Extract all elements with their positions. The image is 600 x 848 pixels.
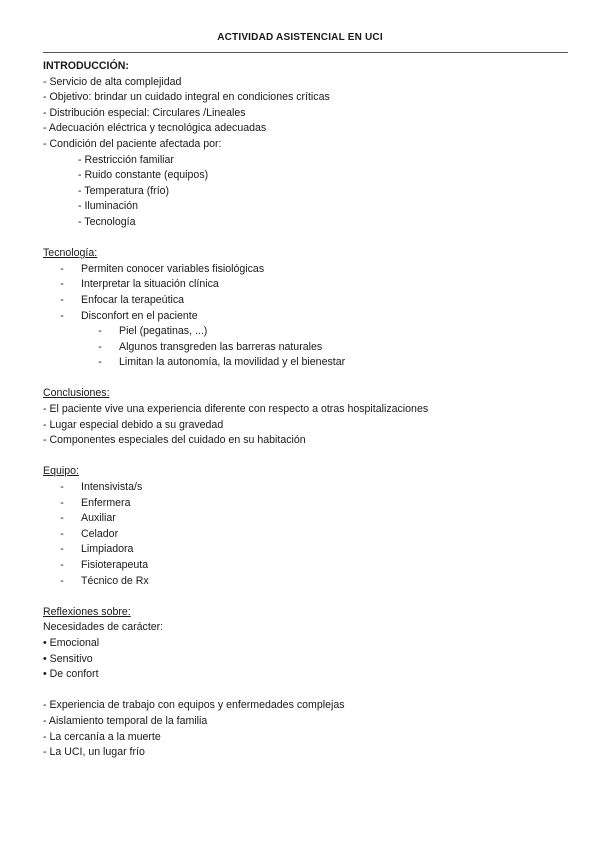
list-item: - Lugar especial debido a su gravedad: [43, 418, 224, 431]
section-conclusiones: [43, 386, 568, 448]
sub-list-item: - Tecnología: [78, 215, 136, 228]
document-title: ACTIVIDAD ASISTENCIAL EN UCI: [217, 32, 383, 43]
list-item: - Auxiliar: [60, 512, 116, 525]
sub-list-item: - Algunos transgreden las barreras naturales: [98, 340, 323, 353]
list-item: - Fisioterapeuta: [60, 559, 149, 571]
section-heading: Equipo:: [43, 465, 79, 478]
section-heading: Reflexiones sobre:: [43, 605, 131, 618]
section-equipo: [43, 464, 568, 589]
section-heading: INTRODUCCIÓN:: [43, 60, 129, 72]
list-item: - Limpiadora: [60, 543, 134, 556]
sub-list-item: - Piel (pegatinas, ...): [98, 325, 208, 338]
list-item: - Celador: [60, 527, 119, 540]
sub-list-item: - Ruido constante (equipos): [78, 169, 209, 182]
list-item: - La UCI, un lugar frío: [43, 746, 145, 759]
paragraph: Necesidades de carácter:: [43, 621, 164, 634]
bullet-item: • Emocional: [43, 636, 100, 649]
list-item: - Servicio de alta complejidad: [43, 75, 182, 88]
list-item: - Enfermera: [60, 496, 131, 509]
sub-list-item: - Temperatura (frío): [78, 184, 170, 197]
section-tecnologia: [43, 246, 568, 371]
title-divider: [43, 52, 568, 53]
sub-list-item: - Iluminación: [78, 200, 139, 213]
list-item: - Disconfort en el paciente: [60, 309, 198, 322]
list-item: - Condición del paciente afectada por:: [43, 137, 222, 150]
section-heading: Conclusiones:: [43, 387, 110, 400]
list-item: - El paciente vive una experiencia diferente con respecto a otras hospitalizaciones: [43, 403, 429, 416]
section-heading: Tecnología:: [43, 247, 98, 260]
list-item: - Interpretar la situación clínica: [60, 278, 219, 291]
list-item: - La cercanía a la muerte: [43, 730, 161, 743]
list-item: - Aislamiento temporal de la familia: [43, 714, 208, 727]
sub-list-item: - Limitan la autonomía, la movilidad y el bienestar: [98, 356, 346, 369]
list-item: - Objetivo: brindar un cuidado integral en condiciones críticas: [43, 91, 330, 104]
section-reflexiones: [43, 605, 568, 761]
sub-list-item: - Restricción familiar: [78, 153, 174, 166]
list-item: - Adecuación eléctrica y tecnológica adecuadas: [43, 122, 267, 135]
section-introduccion: [43, 59, 568, 231]
bullet-item: • De confort: [43, 668, 99, 681]
list-item: - Enfocar la terapeútica: [60, 293, 185, 306]
list-item: - Intensivista/s: [60, 481, 143, 494]
list-item: - Experiencia de trabajo con equipos y enfermedades complejas: [43, 699, 345, 712]
bullet-item: • Sensitivo: [43, 652, 93, 665]
document-body: [43, 59, 568, 761]
list-item: - Permiten conocer variables fisiológicas: [60, 262, 265, 275]
list-item: - Distribución especial: Circulares /Lineales: [43, 106, 246, 119]
list-item: - Técnico de Rx: [60, 574, 149, 587]
list-item: - Componentes especiales del cuidado en su habitación: [43, 434, 306, 447]
